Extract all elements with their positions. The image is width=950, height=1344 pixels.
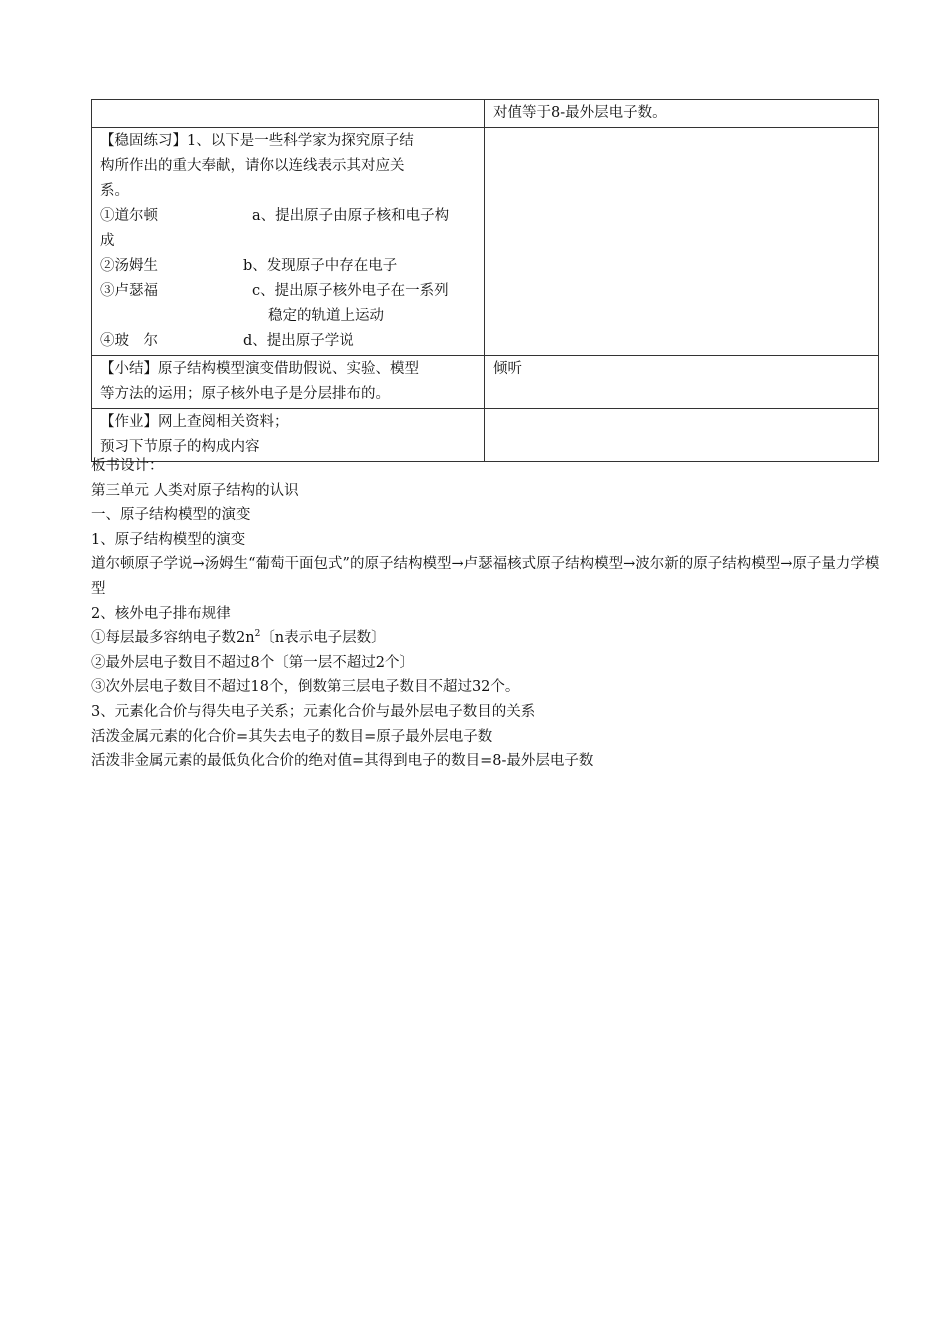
subsection-title: 3、元素化合价与得失电子关系；元素化合价与最外层电子数目的关系 xyxy=(91,703,536,720)
homework-text: 预习下节原子的构成内容 xyxy=(100,439,260,455)
table-row xyxy=(92,128,879,356)
contribution: c、提出原子核外电子在一系列 xyxy=(252,283,449,299)
rule-text: 〔n表示电子层数〕 xyxy=(260,630,386,647)
subsection-title: 2、核外电子排布规律 xyxy=(91,605,231,622)
match-item-cont: 成 xyxy=(100,233,115,249)
table-cell xyxy=(92,356,485,409)
notes-heading: 板书设计： xyxy=(91,458,164,474)
table-cell xyxy=(92,100,485,128)
contribution: b、发现原子中存在电子 xyxy=(243,258,398,274)
unit-title: 第三单元 人类对原子结构的认识 xyxy=(91,482,299,499)
match-item xyxy=(100,279,476,304)
table-cell xyxy=(485,356,879,409)
lesson-table xyxy=(91,99,879,462)
match-item xyxy=(100,204,476,229)
table-row xyxy=(92,356,879,409)
exercise-title: 【稳固练习】1、以下是一些科学家为探究原子结 xyxy=(100,133,414,149)
rule-text: ①每层最多容纳电子数2n xyxy=(91,630,255,647)
exercise-text: 构所作出的重大奉献，请你以连线表示其对应关 xyxy=(100,158,405,174)
contribution: a、提出原子由原子核和电子构 xyxy=(252,208,450,224)
rule-item xyxy=(91,626,881,651)
superscript: 2 xyxy=(254,629,261,640)
summary-text: 【小结】原子结构模型演变借助假说、实验、模型 xyxy=(100,361,419,377)
exercise-text: 系。 xyxy=(100,183,129,199)
model-chain: 道尔顿原子学说→汤姆生“葡萄干面包式”的原子结构模型→卢瑟福核式原子结构模型→波尔新的原子结构模型→原子量力学模型 xyxy=(91,556,880,597)
match-item xyxy=(100,254,476,279)
section-title: 一、原子结构模型的演变 xyxy=(91,507,251,524)
table-row xyxy=(92,100,879,128)
match-item-cont: 稳定的轨道上运动 xyxy=(268,308,384,324)
scientist-name: ③卢瑟福 xyxy=(100,283,158,299)
valence-rule: 活泼金属元素的化合价=其失去电子的数目=原子最外层电子数 xyxy=(91,728,493,745)
table-cell xyxy=(92,128,485,356)
cell-text: 倾听 xyxy=(493,361,522,377)
scientist-name: ②汤姆生 xyxy=(100,258,158,274)
scientist-name: ④玻 尔 xyxy=(100,333,158,349)
rule-item: ②最外层电子数目不超过8个〔第一层不超过2个〕 xyxy=(91,654,414,671)
subsection-title: 1、原子结构模型的演变 xyxy=(91,531,246,548)
table-cell xyxy=(485,128,879,356)
rule-item: ③次外层电子数目不超过18个，倒数第三层电子数目不超过32个。 xyxy=(91,679,520,696)
summary-text: 等方法的运用；原子核外电子是分层排布的。 xyxy=(100,386,390,402)
scientist-name: ①道尔顿 xyxy=(100,208,158,224)
table-cell xyxy=(485,100,879,128)
cell-text: 对值等于8-最外层电子数。 xyxy=(493,105,667,121)
contribution: d、提出原子学说 xyxy=(243,333,354,349)
homework-text: 【作业】网上查阅相关资料； xyxy=(100,414,289,430)
valence-rule: 活泼非金属元素的最低负化合价的绝对值=其得到电子的数目=8-最外层电子数 xyxy=(91,753,594,770)
board-design xyxy=(91,454,881,774)
match-item xyxy=(100,329,476,354)
